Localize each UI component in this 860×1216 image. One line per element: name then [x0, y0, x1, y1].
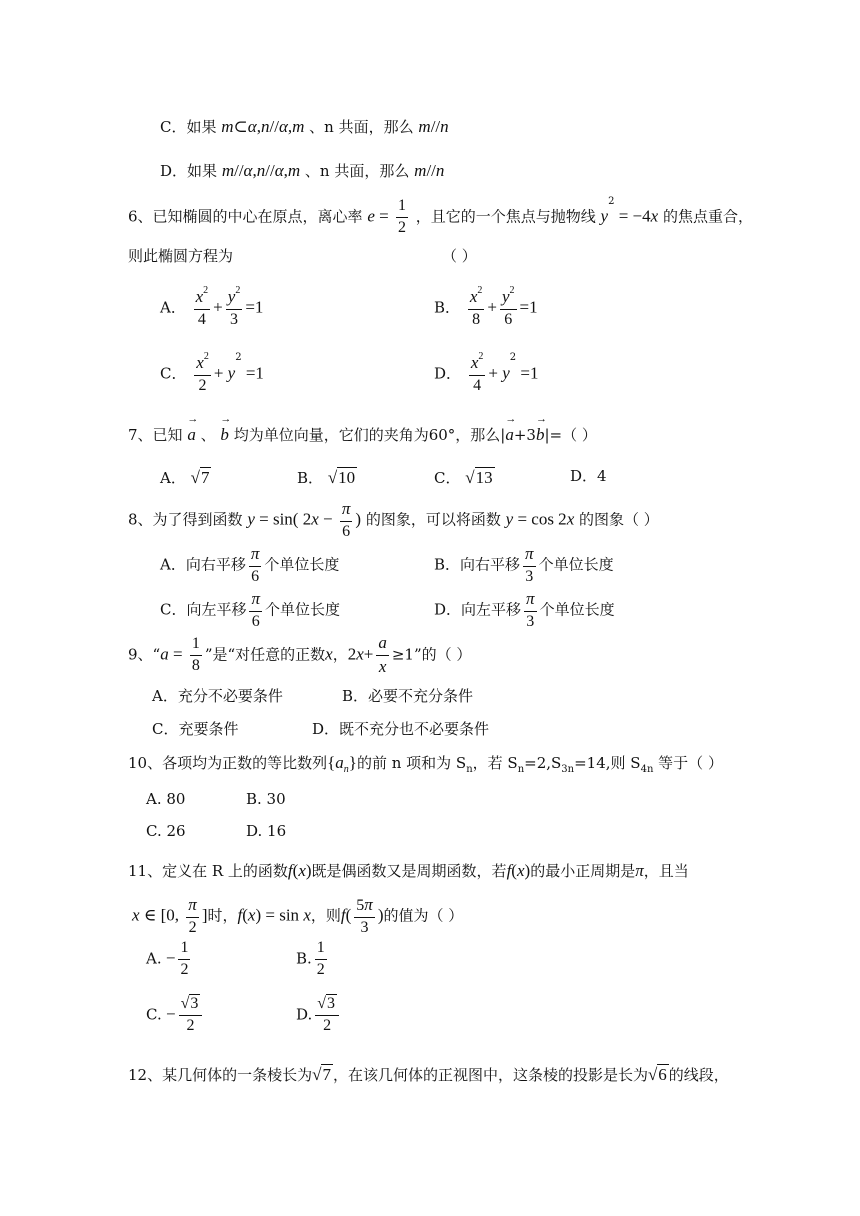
q11-option-b: B. $\frac{1}{2}$ — [296, 939, 325, 978]
q7-stem-part5: |=（ ） — [544, 426, 597, 444]
q6-stem-part1: 6、已知椭圆的中心在原点，离心率 — [128, 207, 363, 226]
q6-option-a-label: A． — [160, 298, 186, 317]
q11-stem-part1: 11、定义在 R 上的函数 — [128, 862, 288, 880]
q6-stem: 6、已知椭圆的中心在原点，离心率 e = $\frac{1}{2}$ ，且它的一个焦点与抛物线 $y^2 = -4x$ 的焦点重合， — [128, 196, 753, 236]
q5-option-d: D．如果 m//α,n//α,m 、n 共面，那么 m//n — [160, 161, 445, 180]
q7-option-b: B． √10 — [297, 468, 356, 487]
q11-stem-part4: ，且当 — [643, 862, 689, 880]
q6-option-d: D． $\frac{x^2}{4}$ + $y^2 =1$ — [434, 351, 539, 394]
q6-stem-part4: 则此椭圆方程为 — [128, 247, 234, 265]
q6-option-b: B． $\frac{x^2}{8}$ + $\frac{y^2}{6}$ =1 — [434, 285, 538, 328]
q9-option-b — [342, 687, 473, 706]
q8-stem-part3: 的图象（ ） — [579, 510, 659, 529]
q11-option-d: D. $\frac{√3}{2}$ — [296, 996, 342, 1035]
q8-option-a: A．向右平移 $\frac{\pi}{6}$ 个单位长度 — [160, 544, 340, 585]
q5-option-c-text: 共面，那么 — [338, 118, 414, 136]
q10-option-a — [146, 790, 185, 809]
q6-option-d-label: D． — [434, 364, 462, 383]
q7-option-c-label: C． — [434, 469, 461, 487]
q11-option-c: C. − $\frac{√3}{2}$ — [146, 996, 205, 1035]
q9-option-c — [152, 720, 238, 739]
q10-option-b — [246, 790, 286, 809]
q8-option-b: B．向右平移 $\frac{\pi}{3}$ 个单位长度 — [434, 544, 614, 585]
q5-option-d-label: D．如果 — [160, 162, 218, 180]
q9-option-b-text: B．必要不充分条件 — [342, 687, 474, 705]
q8-option-c-unit: 个单位长度 — [265, 600, 341, 619]
q9-option-a-text: A．充分不必要条件 — [152, 687, 283, 705]
q10-option-d — [246, 822, 286, 841]
q7-stem-part1: 7、已知 — [128, 426, 183, 444]
q7-stem-part3: 均为单位向量，它们的夹角为60°，那么| — [233, 426, 506, 444]
q7-option-c: C． √13 — [434, 468, 493, 487]
q9-stem-part1: 9、“ — [128, 645, 161, 664]
q10-stem-part3: ，若 S — [472, 754, 518, 772]
q7-option-a-label: A． — [160, 469, 186, 487]
q12-stem-part1: 12、某几何体的一条棱长为 — [128, 1066, 313, 1084]
q6-stem-line2 — [128, 247, 233, 266]
q8-option-d: D．向左平移 $\frac{\pi}{3}$ 个单位长度 — [434, 589, 615, 630]
q8-option-b-label: B．向右平移 — [434, 555, 521, 574]
q10-option-c-text: C. 26 — [146, 822, 186, 840]
q8-option-d-unit: 个单位长度 — [539, 600, 615, 619]
q8-stem: 8、为了得到函数 y = sin( 2x − $\frac{\pi}{6}$ ) 的图象，可以将函数 y = cos 2x 的图象（ ） — [128, 499, 659, 540]
q6-paren: （ ） — [442, 247, 477, 265]
q8-option-a-unit: 个单位长度 — [264, 555, 340, 574]
q8-stem-part1: 8、为了得到函数 — [128, 510, 243, 529]
q6-option-c-label: C． — [160, 364, 187, 383]
q11-stem: 11、定义在 R 上的函数f(x)既是偶函数又是周期函数，若f(x)的最小正周期是π，且当 — [128, 861, 689, 880]
q11-stem-line2: x ∈ [0, $\frac{\pi}{2}$ ]时，f(x) = sin x，则f( $\frac{5\pi}{3}$ )的值为（ ） — [132, 895, 464, 936]
q10-stem-part2: 的前 n 项和为 S — [356, 754, 467, 772]
q8-option-b-unit: 个单位长度 — [538, 555, 614, 574]
q11-stem-part2: 既是偶函数又是周期函数，若 — [311, 862, 507, 880]
q8-option-c-label: C．向左平移 — [160, 600, 247, 619]
q11-option-b-label: B. — [296, 949, 312, 968]
q7-option-a: A． √7 — [160, 468, 210, 487]
q6-option-c: C． $\frac{x^2}{2}$ + $y^2 =1$ — [160, 351, 264, 394]
q11-option-d-label: D. — [296, 1005, 313, 1024]
q6-stem-part3: 的焦点重合， — [662, 207, 753, 226]
q10-stem: 10、各项均为正数的等比数列$\{a_n\}$的前 n 项和为 $S_n$，若 $S_n=2,S_{3n}=14$,则 $S_{4n}$ 等于（ ） — [128, 753, 723, 775]
q10-stem-part1: 10、各项均为正数的等比数列 — [128, 754, 328, 772]
q9-stem-part4: ≥1”的（ ） — [391, 645, 472, 664]
q5-option-d-text: 共面，那么 — [334, 162, 410, 180]
q7-option-d — [570, 467, 607, 486]
q8-stem-part2: 的图象，可以将函数 — [365, 510, 501, 529]
q9-option-d — [312, 720, 489, 739]
q11-option-a-label: A. — [146, 949, 162, 968]
q5-option-c: C．如果 m⊂α,n//α,m 、n 共面，那么 m//n — [160, 117, 449, 136]
q11-stem-part5: 时， — [207, 906, 238, 925]
q10-stem-part5: =14,则 S — [574, 754, 641, 772]
q11-option-a: A. − $\frac{1}{2}$ — [146, 939, 189, 978]
q10-stem-part6: 等于（ ） — [658, 754, 723, 772]
q7-stem: 7、已知 → a 、 → b 均为单位向量，它们的夹角为60°，那么|→ a+3→ b|=（ ） — [128, 424, 597, 445]
q10-option-b-text: B. 30 — [246, 790, 286, 808]
q12-stem-part2: ，在该几何体的正视图中，这条棱的投影是长为 — [332, 1066, 648, 1084]
q11-stem-part3: 的最小正周期是 — [530, 862, 636, 880]
q7-stem-part4: +3 — [513, 426, 536, 444]
q8-option-a-label: A．向右平移 — [160, 555, 246, 574]
q10-option-a-text: A. 80 — [146, 790, 186, 808]
q9-stem-part2: ”是“对任意的正数 — [204, 645, 326, 664]
q7-option-b-label: B． — [297, 469, 324, 487]
q6-answer-paren — [442, 247, 477, 266]
q11-stem-part6: ，则 — [310, 906, 341, 925]
q8-option-c: C．向左平移 $\frac{\pi}{6}$ 个单位长度 — [160, 589, 341, 630]
q7-stem-part2: 、 — [200, 426, 216, 444]
q10-option-d-text: D. 16 — [246, 822, 287, 840]
q7-option-d-label: D．4 — [570, 467, 607, 485]
q12-stem-part3: 的线段， — [668, 1066, 729, 1084]
q12-stem: 12、某几何体的一条棱长为√7 ，在该几何体的正视图中，这条棱的投影是长为√6 的线段， — [128, 1065, 729, 1084]
q9-option-d-text: D．既不充分也不必要条件 — [312, 720, 490, 738]
q9-stem: 9、“a = $\frac{1}{8}$ ”是“对任意的正数x，2x+ $\frac{a}{x}$ ≥1”的（ ） — [128, 633, 472, 676]
q10-option-c — [146, 822, 186, 841]
q9-option-a — [152, 687, 283, 706]
q11-stem-part7: 的值为（ ） — [383, 906, 464, 925]
q5-option-c-label: C．如果 — [160, 118, 217, 136]
q9-option-c-text: C．充要条件 — [152, 720, 239, 738]
q10-stem-part4: =2,S — [524, 754, 562, 772]
q11-option-c-label: C. — [146, 1005, 162, 1024]
q6-stem-part2: ，且它的一个焦点与抛物线 — [415, 207, 596, 226]
q8-option-d-label: D．向左平移 — [434, 600, 522, 619]
q9-stem-part3: ， — [332, 645, 348, 664]
q6-option-a: A． $\frac{x^2}{4}$ + $\frac{y^2}{3}$ =1 — [160, 285, 264, 328]
q6-option-b-label: B． — [434, 298, 461, 317]
